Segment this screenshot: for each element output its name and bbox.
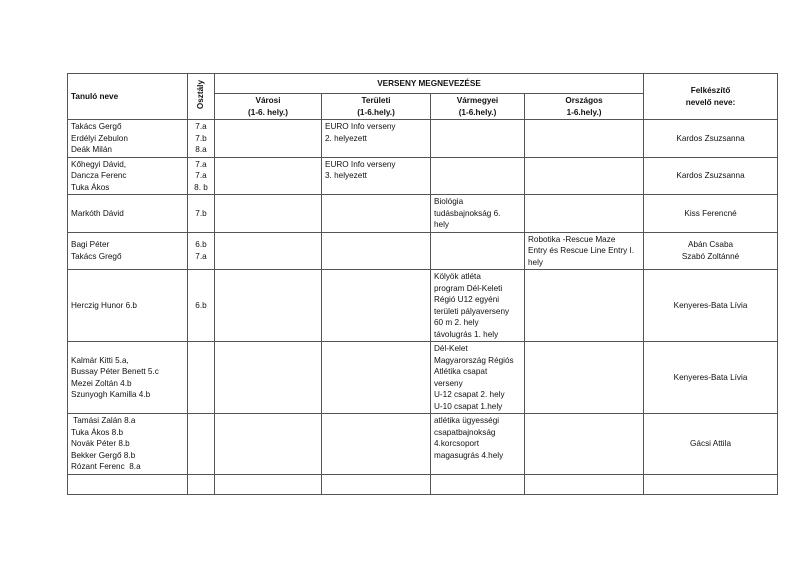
city-cell — [215, 414, 322, 475]
regional-cell — [322, 232, 431, 270]
national-cell — [525, 195, 644, 233]
teacher-cell: Kiss Ferencné — [644, 195, 778, 233]
national-cell — [525, 414, 644, 475]
county-cell — [431, 157, 525, 195]
header-teacher: Felkészítő nevelő neve: — [644, 74, 778, 120]
city-cell — [215, 232, 322, 270]
students-cell: Takács Gergő Erdélyi Zebulon Deák Milán — [68, 120, 188, 158]
class-cell: 7.a 7.a 8. b — [188, 157, 215, 195]
regional-cell: EURO Info verseny 3. helyezett — [322, 157, 431, 195]
county-cell: atlétika ügyességi csapatbajnokság 4.korcsoport magasugrás 4.hely — [431, 414, 525, 475]
empty-cell — [68, 474, 188, 494]
table-row-empty — [68, 474, 778, 494]
teacher-cell: Kenyeres-Bata Lívia — [644, 342, 778, 414]
empty-cell — [322, 474, 431, 494]
regional-cell — [322, 195, 431, 233]
header-competition: VERSENY MEGNEVEZÉSE — [215, 74, 644, 94]
county-cell — [431, 232, 525, 270]
class-cell: 6.b — [188, 270, 215, 342]
national-cell — [525, 270, 644, 342]
city-cell — [215, 342, 322, 414]
city-cell — [215, 120, 322, 158]
teacher-cell: Kardos Zsuzsanna — [644, 157, 778, 195]
students-cell: Markóth Dávid — [68, 195, 188, 233]
city-cell — [215, 157, 322, 195]
national-cell: Robotika -Rescue Maze Entry és Rescue Line Entry I. hely — [525, 232, 644, 270]
table-row — [68, 270, 778, 342]
header-city: Városi (1-6. hely.) — [215, 94, 322, 120]
regional-cell: EURO Info verseny 2. helyezett — [322, 120, 431, 158]
county-cell: Dél-Kelet Magyarország Régiós Atlétika csapat verseny U-12 csapat 2. hely U-10 csapat 1.hely — [431, 342, 525, 414]
results-table — [67, 73, 778, 495]
empty-cell — [431, 474, 525, 494]
city-cell — [215, 195, 322, 233]
students-cell: Bagi Péter Takács Gregő — [68, 232, 188, 270]
empty-cell — [215, 474, 322, 494]
national-cell — [525, 120, 644, 158]
class-cell: 6.b 7.a — [188, 232, 215, 270]
national-cell — [525, 342, 644, 414]
county-cell: Kölyök atléta program Dél-Keleti Régió U12 egyéni területi pályaverseny 60 m 2. hely távolugrás 1. hely — [431, 270, 525, 342]
county-cell — [431, 120, 525, 158]
teacher-cell: Gácsi Attila — [644, 414, 778, 475]
table-row — [68, 414, 778, 475]
table-row — [68, 120, 778, 158]
regional-cell — [322, 414, 431, 475]
class-cell — [188, 414, 215, 475]
header-class: Osztály — [188, 74, 215, 120]
national-cell — [525, 157, 644, 195]
empty-cell — [525, 474, 644, 494]
table-row — [68, 157, 778, 195]
empty-cell — [644, 474, 778, 494]
header-student-name: Tanuló neve — [68, 74, 188, 120]
class-cell: 7.a 7.b 8.a — [188, 120, 215, 158]
header-county: Vármegyei (1-6.hely.) — [431, 94, 525, 120]
teacher-cell: Abán Csaba Szabó Zoltánné — [644, 232, 778, 270]
table-row — [68, 195, 778, 233]
header-national: Országos 1-6.hely.) — [525, 94, 644, 120]
header-regional: Területi (1-6.hely.) — [322, 94, 431, 120]
students-cell: Tamási Zalán 8.a Tuka Ákos 8.b Novák Péter 8.b Bekker Gergő 8.b Rózant Ferenc 8.a — [68, 414, 188, 475]
class-cell: 7.b — [188, 195, 215, 233]
students-cell: Herczig Hunor 6.b — [68, 270, 188, 342]
class-cell — [188, 342, 215, 414]
teacher-cell: Kenyeres-Bata Lívia — [644, 270, 778, 342]
students-cell: Kalmár Kitti 5.a, Bussay Péter Benett 5.c Mezei Zoltán 4.b Szunyogh Kamilla 4.b — [68, 342, 188, 414]
table-row — [68, 232, 778, 270]
regional-cell — [322, 270, 431, 342]
empty-cell — [188, 474, 215, 494]
table-row — [68, 342, 778, 414]
teacher-cell: Kardos Zsuzsanna — [644, 120, 778, 158]
city-cell — [215, 270, 322, 342]
county-cell: Biológia tudásbajnokság 6. hely — [431, 195, 525, 233]
students-cell: Kőhegyi Dávid, Dancza Ferenc Tuka Ákos — [68, 157, 188, 195]
regional-cell — [322, 342, 431, 414]
